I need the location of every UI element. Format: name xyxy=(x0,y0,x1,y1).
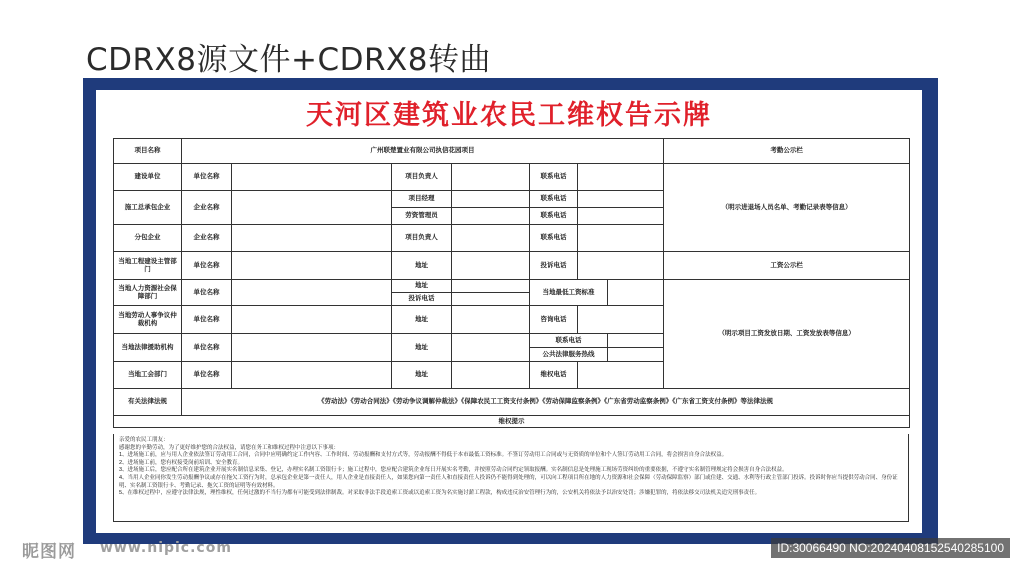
field-label: 劳资管理员 xyxy=(392,208,452,225)
empty-cell xyxy=(578,252,664,280)
empty-cell xyxy=(452,362,530,389)
empty-cell xyxy=(578,225,664,252)
empty-cell xyxy=(232,362,392,389)
empty-cell xyxy=(232,164,392,191)
field-label: 公共法律服务热线 xyxy=(530,348,608,362)
watermark-id: ID:30066490 NO:20240408152540285100 xyxy=(771,538,1010,558)
info-table xyxy=(113,138,910,428)
field-label: 地址 xyxy=(392,306,452,334)
page-title: CDRX8源文件+CDRX8转曲 xyxy=(86,42,492,78)
empty-cell xyxy=(452,208,530,225)
field-label: 地址 xyxy=(392,334,452,362)
wage-desc: （明示项目工资发放日期、工资发放表等信息） xyxy=(664,280,910,389)
unit-label: 企业名称 xyxy=(182,225,232,252)
row-label: 施工总承包企业 xyxy=(114,191,182,225)
attendance-desc: （明示进退场人员名单、考勤记录表等信息） xyxy=(664,164,910,252)
field-label: 投诉电话 xyxy=(530,252,578,280)
table-row xyxy=(114,389,910,416)
table-row xyxy=(114,416,910,428)
field-label: 联系电话 xyxy=(530,334,608,348)
row-label: 当地工会部门 xyxy=(114,362,182,389)
unit-label: 企业名称 xyxy=(182,191,232,225)
field-label: 项目经理 xyxy=(392,191,452,208)
row-label: 建设单位 xyxy=(114,164,182,191)
empty-cell xyxy=(452,334,530,362)
empty-cell xyxy=(232,306,392,334)
empty-cell xyxy=(452,252,530,280)
empty-cell xyxy=(578,164,664,191)
notice-line: 亲爱的农民工朋友： xyxy=(119,437,169,443)
empty-cell xyxy=(578,208,664,225)
row-label: 当地工程建设主管部门 xyxy=(114,252,182,280)
attendance-title: 考勤公示栏 xyxy=(664,139,910,164)
empty-cell xyxy=(578,362,664,389)
field-label: 地址 xyxy=(392,252,452,280)
row-label: 当地法律援助机构 xyxy=(114,334,182,362)
empty-cell xyxy=(452,191,530,208)
empty-cell xyxy=(578,191,664,208)
notice-line: 1、进场施工前，应与用人企业依法签订劳动用工合同，合同中应明确约定工作内容、工作时间、劳动报酬和支付方式等，劳动报酬不得低于本市最低工资标准。不签订劳动用工合同或与无资质的单位和个人签订劳动用工合同，将会损害自身合法权益。 xyxy=(119,452,728,459)
unit-label: 单位名称 xyxy=(182,306,232,334)
field-label: 咨询电话 xyxy=(530,306,578,334)
field-label: 维权电话 xyxy=(530,362,578,389)
empty-cell xyxy=(232,252,392,280)
notice-text xyxy=(113,434,909,522)
empty-cell xyxy=(452,293,530,306)
empty-cell xyxy=(232,280,392,306)
empty-cell xyxy=(452,225,530,252)
notice-title: 维权提示 xyxy=(114,416,910,428)
empty-cell xyxy=(452,306,530,334)
notice-line: 感谢您的辛勤劳动，为了更好维护您的合法权益，请您在务工和维权过程中注意以下事项： xyxy=(119,444,340,451)
table-row xyxy=(114,139,910,164)
notice-line: 5、在维权过程中，应遵守法律法规，理性维权，任何过激的不当行为都有可能受到法律制裁。对采取非法手段追索工资或以追索工资为名实施讨薪工程款，构成违反治安管理行为的，公安机关将依法予以治安处罚；涉嫌犯罪的，将依法移交司法机关追究刑事责任。 xyxy=(119,490,761,497)
empty-cell xyxy=(608,348,664,362)
field-label: 地址 xyxy=(392,362,452,389)
empty-cell xyxy=(232,225,392,252)
notice-line: 4、当用人企业同你发生劳动报酬争议或存在拖欠工资行为时，总承包企业是第一责任人，用人企业是直接责任人，如果您向第一责任人和直接责任人投诉仍不能得到处理的，可以向工程项目所在地的人力资源和社会保障（劳动保障监察）部门或住建、交通、水利等行政主管部门投诉。投诉时你应当提供劳动合同、身份证明、实名制工资银行卡、考勤记录、拖欠工资的证明等有效材料。 xyxy=(119,474,898,489)
field-label: 地址 xyxy=(392,280,452,293)
notice-line: 2、进场施工前，您有权接受岗前培训、安全教育。 xyxy=(119,459,244,466)
watermark-site: www.nipic.com xyxy=(100,540,232,556)
laws-text: 《劳动法》《劳动合同法》《劳动争议调解仲裁法》《保障农民工工资支付条例》《劳动保障监察条例》《广东省劳动监察条例》《广东省工资支付条例》等法律法规 xyxy=(182,389,910,416)
table-row xyxy=(114,164,910,191)
empty-cell xyxy=(578,306,664,334)
unit-label: 单位名称 xyxy=(182,164,232,191)
field-label: 项目负责人 xyxy=(392,164,452,191)
row-label: 当地劳动人事争议仲裁机构 xyxy=(114,306,182,334)
field-label: 联系电话 xyxy=(530,191,578,208)
field-label: 联系电话 xyxy=(530,208,578,225)
unit-label: 单位名称 xyxy=(182,280,232,306)
row-label: 当地人力资源社会保障部门 xyxy=(114,280,182,306)
empty-cell xyxy=(608,280,664,306)
watermark-logo: 昵图网 xyxy=(22,542,76,562)
unit-label: 单位名称 xyxy=(182,362,232,389)
empty-cell xyxy=(452,164,530,191)
field-label: 投诉电话 xyxy=(392,293,452,306)
field-label: 联系电话 xyxy=(530,225,578,252)
empty-cell xyxy=(232,334,392,362)
table-row xyxy=(114,252,910,280)
board-title: 天河区建筑业农民工维权告示牌 xyxy=(306,100,712,131)
wage-title: 工资公示栏 xyxy=(664,252,910,280)
laws-label: 有关法律法规 xyxy=(114,389,182,416)
row-label: 分包企业 xyxy=(114,225,182,252)
unit-label: 单位名称 xyxy=(182,252,232,280)
field-label: 联系电话 xyxy=(530,164,578,191)
project-label: 项目名称 xyxy=(114,139,182,164)
unit-label: 单位名称 xyxy=(182,334,232,362)
project-value: 广州联楚置业有限公司执信花园项目 xyxy=(182,139,664,164)
field-label: 当地最低工资标准 xyxy=(530,280,608,306)
field-label: 项目负责人 xyxy=(392,225,452,252)
empty-cell xyxy=(452,280,530,293)
empty-cell xyxy=(232,191,392,225)
table-row xyxy=(114,280,910,293)
notice-line: 3、进场施工后，您应配合所在建筑企业开展实名制信息采集、登记，办理实名制工资银行卡；施工过程中，您应配合建筑企业每日开展实名考勤，并按照劳动合同约定领取报酬。实名制信息是处理施工现场劳资纠纷的重要依据，不遵守实名制管理规定将会损害自身合法权益。 xyxy=(119,467,788,474)
empty-cell xyxy=(608,334,664,348)
